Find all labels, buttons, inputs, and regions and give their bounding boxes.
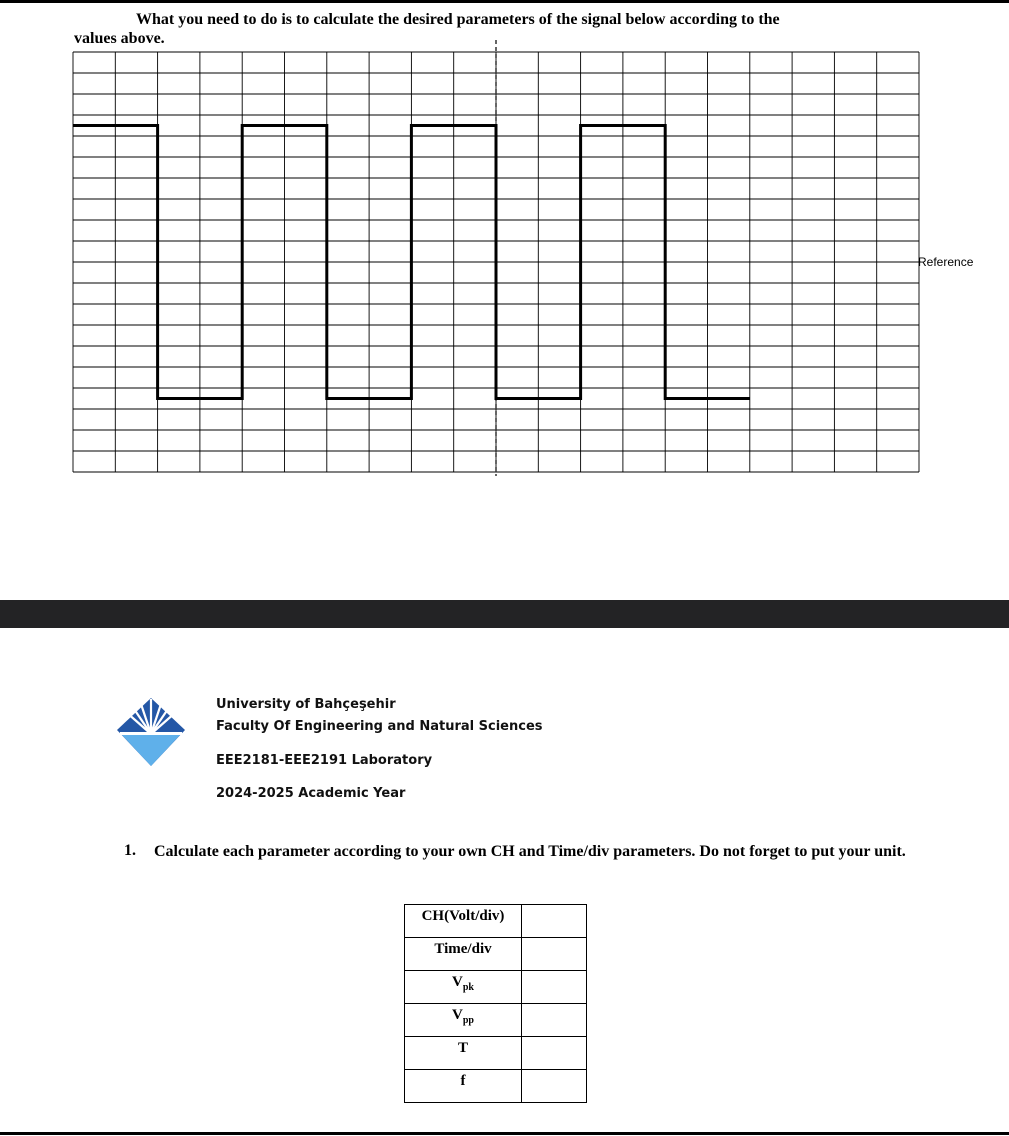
intro-line-2: values above. (74, 30, 165, 47)
answer-cell-time-div[interactable] (522, 938, 587, 971)
row-label-time-div: Time/div (405, 938, 522, 971)
university-logo (116, 696, 186, 768)
table-row (405, 938, 587, 971)
table-row (405, 971, 587, 1004)
answer-cell-frequency[interactable] (522, 1070, 587, 1103)
row-label-frequency: f (405, 1070, 522, 1103)
bottom-rule (0, 1132, 1009, 1135)
parameters-table (404, 904, 587, 1103)
page-separator-band (0, 600, 1009, 628)
answer-cell-period[interactable] (522, 1037, 587, 1070)
question-text: Calculate each parameter according to your own CH and Time/div parameters. Do not forget to put your unit. (154, 843, 906, 860)
reference-label: Reference (918, 255, 974, 269)
row-label-period: T (405, 1037, 522, 1070)
row-label-ch: CH(Volt/div) (405, 905, 522, 938)
answer-cell-vpp[interactable] (522, 1004, 587, 1037)
row-label-vpk (405, 971, 522, 1004)
question-number: 1. (124, 842, 136, 859)
answer-cell-ch[interactable] (522, 905, 587, 938)
vpp-sub: pp (462, 1015, 474, 1026)
vpk-sub: pk (462, 982, 474, 993)
answer-cell-vpk[interactable] (522, 971, 587, 1004)
vpk-main: V (452, 974, 463, 990)
faculty-name: Faculty Of Engineering and Natural Sciences (216, 719, 543, 734)
academic-year: 2024-2025 Academic Year (216, 786, 406, 801)
intro-line-1: What you need to do is to calculate the desired parameters of the signal below according to the (136, 11, 780, 28)
vpp-main: V (452, 1007, 463, 1023)
table-row (405, 1070, 587, 1103)
table-row (405, 905, 587, 938)
table-row (405, 1004, 587, 1037)
table-row (405, 1037, 587, 1070)
university-name: University of Bahçeşehir (216, 697, 396, 712)
row-label-vpp (405, 1004, 522, 1037)
lab-name: EEE2181-EEE2191 Laboratory (216, 753, 433, 768)
